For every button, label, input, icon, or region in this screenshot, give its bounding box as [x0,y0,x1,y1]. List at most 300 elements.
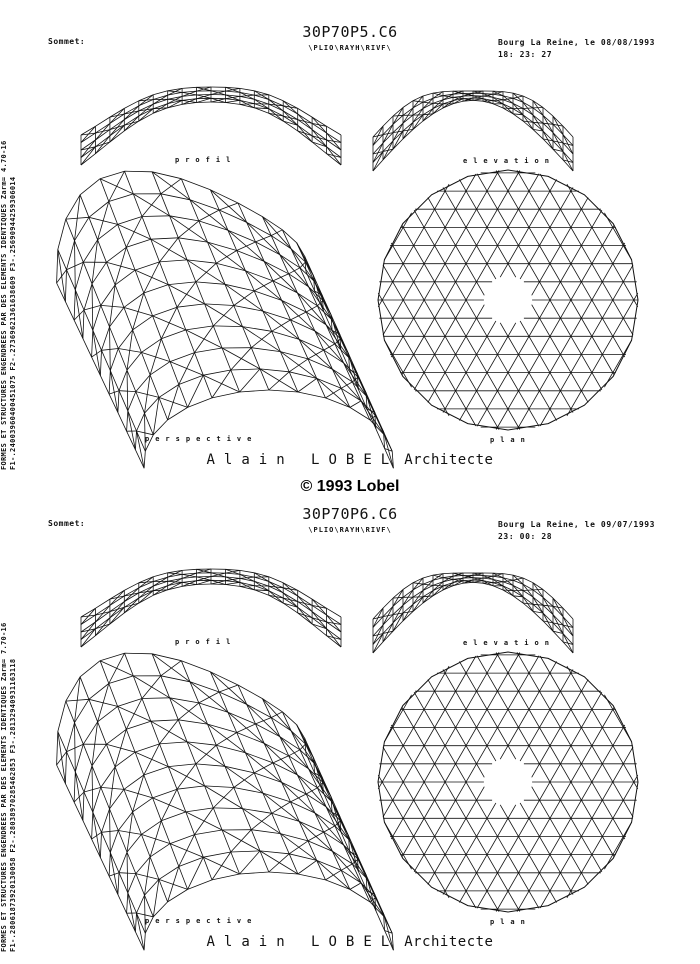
mesh-edge [178,720,187,742]
mesh-edge [199,210,219,221]
mesh-edge [177,304,205,307]
mesh-edge [150,857,159,880]
mesh-edge [282,782,307,794]
view-label-plan: plan [490,436,531,444]
mesh-edge [84,284,92,310]
mesh-edge [101,305,110,327]
mesh-edge [177,764,196,789]
mesh-edge [269,872,298,874]
mesh-edge [238,685,262,699]
mesh-edge [413,591,423,598]
mesh-edge [282,782,291,802]
mesh-edge [282,300,291,320]
mesh-edge [168,104,182,107]
mesh-edge [168,100,182,103]
perspective-drawing [57,653,394,950]
mesh-edge [383,747,476,908]
mesh-edge [383,174,476,335]
mesh-edge [212,852,231,880]
file-code: 30P70P5.C6 [0,23,700,41]
mesh-edge [151,721,160,744]
mesh-edge [240,88,254,90]
mesh-edge [75,241,84,263]
mesh-edge [178,703,199,720]
mesh-edge [190,682,219,692]
mesh-edge [254,104,268,105]
mesh-edge [153,573,168,577]
mesh-edge [118,831,127,853]
mesh-edge [216,251,236,264]
mesh-edge [324,826,335,832]
mesh-edge [256,242,280,255]
mesh-edge [133,798,153,812]
mesh-edge [210,190,238,203]
mesh-edge [305,738,314,758]
mesh-edge [190,200,228,230]
mesh-edge [57,732,58,766]
mesh-edge [271,230,282,236]
mesh-edge [115,752,135,767]
mesh-edge [168,100,182,107]
mesh-edge [213,788,234,808]
mesh-edge [225,100,240,102]
mesh-edge [127,893,128,913]
mesh-edge [205,304,214,326]
mesh-edge [393,590,403,599]
view-label-profil: profil [175,156,236,164]
mesh-edge [95,142,110,154]
mesh-edge [57,250,58,284]
mesh-edge [98,684,109,722]
mesh-edge [150,821,161,857]
mesh-edge [133,194,142,217]
mesh-edge [520,803,573,895]
mesh-edge [102,809,110,832]
mesh-edge [151,720,179,721]
mesh-edge [533,108,543,115]
time-stamp: 18: 23: 27 [498,50,552,59]
mesh-edge [93,812,101,857]
mesh-edge [213,306,234,326]
mesh-edge [493,582,503,583]
mesh-edge [181,179,210,190]
view-label-profil: profil [175,638,236,646]
mesh-edge [443,573,453,574]
mesh-edge [291,312,307,320]
mesh-edge [199,221,228,230]
mesh-edge [102,327,110,350]
mesh-edge [402,653,520,858]
mesh-edge [98,224,118,239]
mesh-edge [403,583,413,590]
plan-drawing [378,170,638,430]
mesh-edge [196,764,225,766]
mesh-edge [256,724,280,737]
mesh-edge [298,131,312,142]
file-code: 30P70P6.C6 [0,505,700,523]
mesh-edge [83,339,92,358]
view-label-elevation: elevation [463,639,555,647]
mesh-edge [305,256,314,276]
mesh-edge [205,786,234,788]
mesh-edge [92,284,101,306]
mesh-edge [106,729,126,744]
mesh-edge [520,187,573,279]
mesh-edge [231,851,260,852]
mesh-edge [289,268,300,274]
mesh-edge [323,300,332,319]
mesh-edge [153,91,168,95]
mesh-edge [240,586,254,589]
mesh-edge [136,874,145,896]
mesh-edge [306,306,317,312]
mesh-edge [272,320,291,331]
mesh-edge [67,241,75,270]
mesh-edge [212,370,231,398]
mesh-edge [358,377,367,396]
mesh-edge [186,808,214,812]
mesh-edge [168,582,182,589]
mesh-edge [520,321,573,413]
sommet-label: Sommet: [48,519,85,528]
mesh-edge [503,582,513,586]
mesh-edge [423,575,433,578]
mesh-edge [520,669,573,761]
mesh-edge [423,585,433,590]
mesh-edge [231,369,260,370]
mesh-edge [273,763,297,775]
mesh-edge [327,608,341,617]
mesh-edge [210,672,238,685]
mesh-edge [161,194,170,216]
mesh-edge [133,676,142,699]
mesh-edge [251,331,271,347]
mesh-edge [168,586,182,589]
mesh-edge [196,764,205,786]
mesh-edge [254,577,268,581]
mesh-edge [124,121,139,131]
architect-name: Alain LOBEL [206,934,398,950]
mesh-edge [128,411,137,431]
mesh-edge [443,91,453,92]
mesh-edge [110,613,124,624]
mesh-edge [115,247,126,285]
mesh-edge [144,293,153,316]
mesh-edge [106,744,115,767]
view-label-elevation: elevation [463,157,555,165]
mesh-edge [413,102,423,108]
mesh-edge [92,284,93,330]
mesh-edge [237,724,256,733]
mesh-edge [186,326,214,330]
mesh-edge [98,722,107,745]
mesh-edge [110,327,111,371]
mesh-edge [98,706,118,721]
mesh-edge [513,580,523,584]
mesh-edge [159,879,168,902]
mesh-edge [109,853,110,877]
mesh-edge [423,93,433,96]
mesh-edge [128,392,136,411]
mesh-edge [177,282,196,307]
mesh-edge [493,100,503,101]
mesh-edge [213,808,242,809]
mesh-edge [141,834,150,857]
mesh-edge [133,812,142,835]
mesh-edge [264,261,289,273]
mesh-edge [190,682,228,712]
mesh-edge [483,583,493,584]
mesh-edge [124,789,133,812]
mesh-edge [109,684,118,707]
mesh-edge [100,858,109,877]
mesh-edge [161,821,170,844]
mesh-edge [289,750,300,756]
mesh-edge [341,339,350,358]
mesh-edge [137,913,146,933]
mesh-edge [211,584,225,585]
mesh-edge [496,171,614,376]
mesh-edge [151,238,179,239]
mesh-edge [402,171,520,376]
mesh-edge [540,265,633,426]
mesh-edge [493,586,503,590]
mesh-edge [272,331,300,339]
mesh-edge [473,99,483,101]
mesh-edge [127,852,128,893]
mesh-edge [443,803,496,895]
mesh-edge [109,202,118,225]
perspective-drawing [57,171,394,468]
mesh-edge [145,895,154,917]
mesh-edge [142,698,170,699]
mesh-edge [74,290,75,320]
mesh-edge [298,613,312,624]
mesh-edge [128,411,136,450]
mesh-edge [119,852,127,873]
mesh-edge [98,240,107,262]
mesh-edge [312,136,327,147]
mesh-edge [282,300,307,312]
mesh-edge [543,115,553,124]
mesh-edge [89,202,109,218]
mesh-edge [219,685,238,692]
mesh-edge [182,87,197,88]
mesh-edge [260,369,269,390]
mesh-edge [540,747,633,908]
mesh-edge [141,339,161,353]
mesh-edge [271,712,282,718]
mesh-edge [543,597,553,606]
mesh-edge [323,782,332,801]
mesh-edge [376,416,385,435]
location-date: Bourg La Reine, le 09/07/1993 [498,520,655,529]
mesh-edge [383,116,393,126]
mesh-edge [496,707,614,912]
mesh-edge [101,787,110,809]
mesh-edge [225,582,240,584]
mesh-edge [205,786,214,808]
copyright-notice: © 1993 Lobel [0,478,700,496]
mesh-edge [118,391,119,413]
mesh-edge [273,281,297,293]
mesh-edge [496,653,614,858]
mesh-edge [298,874,326,880]
mesh-edge [67,723,75,752]
mesh-edge [533,590,543,597]
mesh-edge [306,744,315,763]
mesh-edge [75,723,76,772]
mesh-edge [74,772,75,802]
mesh-edge [83,792,84,821]
mesh-edge [67,270,76,290]
mesh-edge [124,307,133,330]
mesh-edge [240,369,260,392]
mesh-edge [133,293,144,330]
mesh-edge [170,698,199,703]
mesh-edge [383,265,476,426]
mesh-edge [254,586,268,587]
mesh-edge [177,786,205,789]
vertical-caption [0,492,34,952]
mesh-edge [92,766,93,812]
mesh-edge [231,830,252,852]
mesh-edge [413,109,423,116]
mesh-edge [178,238,187,260]
vertical-caption-line-1: FORMES ET STRUCTURES ENGENDREES PAR DES ELEMENTS IDENTIQUES Zarm= 7.70-16 [0,492,9,952]
mesh-edge [272,802,291,813]
view-label-plan: plan [490,918,531,926]
mesh-edge [65,302,74,321]
mesh-edge [136,392,145,414]
file-path: \PLIO\RAYH\RIVF\ [0,526,700,534]
mesh-edge [65,752,66,784]
mesh-edge [273,756,289,763]
architect-signature [0,934,700,950]
mesh-edge [240,872,269,874]
mesh-edge [133,775,144,812]
mesh-edge [269,390,298,392]
mesh-edge [118,873,119,895]
mesh-edge [326,870,342,880]
mesh-edge [403,115,413,123]
mesh-edge [423,103,433,108]
mesh-edge [153,95,168,99]
mesh-edge [225,103,240,105]
mesh-edge [65,784,74,803]
mesh-edge [159,867,179,880]
mesh-edge [256,718,272,724]
mesh-edge [327,126,341,135]
mesh-edge [350,401,361,408]
mesh-edge [110,327,119,349]
mesh-edge [95,624,110,636]
mesh-edge [92,330,93,357]
mesh-edge [254,573,268,577]
mesh-edge [247,704,272,717]
mesh-edge [196,282,205,304]
mesh-edge [137,895,145,913]
mesh-edge [151,239,160,262]
mesh-edge [150,339,161,375]
mesh-edge [168,282,196,285]
mesh-edge [225,585,240,587]
mesh-edge [93,305,101,330]
mesh-edge [403,597,413,605]
mesh-edge [150,375,159,398]
mesh-edge [254,291,282,301]
mesh-edge [540,174,633,335]
mesh-edge [306,788,317,794]
mesh-edge [523,591,533,598]
mesh-edge [308,350,324,359]
mesh-edge [523,96,533,101]
mesh-edge [234,788,243,809]
mesh-edge [247,222,272,235]
mesh-edge [443,321,496,413]
mesh-edge [243,809,272,814]
structure-drawings [0,482,700,964]
mesh-edge [89,217,98,240]
mesh-edge [243,327,272,332]
mesh-edge [222,348,231,370]
mesh-edge [133,316,153,330]
mesh-edge [58,219,66,249]
mesh-edge [237,242,256,251]
mesh-edge [523,578,533,583]
mesh-edge [137,413,145,431]
mesh-edge [231,348,252,370]
mesh-edge [161,676,170,698]
mesh-edge [370,902,384,917]
mesh-edge [141,352,150,375]
mesh-edge [272,813,300,821]
mesh-edge [260,851,269,872]
mesh-edge [106,262,115,285]
mesh-edge [160,720,179,744]
sommet-label: Sommet: [48,37,85,46]
mesh-edge [308,832,324,841]
mesh-edge [203,852,231,857]
mesh-edge [160,238,179,262]
mesh-edge [83,744,92,766]
mesh-edge [203,370,231,375]
mesh-edge [269,95,283,101]
mesh-edge [75,723,84,745]
mesh-edge [393,108,403,117]
view-label-perspective: perspective [145,917,257,925]
architect-name: Alain LOBEL [206,452,398,468]
mesh-edge [182,569,197,570]
mesh-edge [443,669,496,761]
mesh-edge [190,200,219,210]
mesh-edge [240,100,254,103]
mesh-edge [65,270,66,302]
mesh-edge [145,895,146,933]
mesh-edge [225,570,240,573]
mesh-edge [133,330,142,353]
mesh-edge [254,773,282,783]
mesh-edge [75,744,83,772]
mesh-edge [326,388,342,398]
mesh-edge [75,241,76,290]
mesh-edge [115,767,124,790]
mesh-edge [238,203,262,217]
mesh-edge [187,260,196,282]
mesh-edge [168,285,177,308]
mesh-edge [110,371,119,391]
view-label-perspective: perspective [145,435,257,443]
